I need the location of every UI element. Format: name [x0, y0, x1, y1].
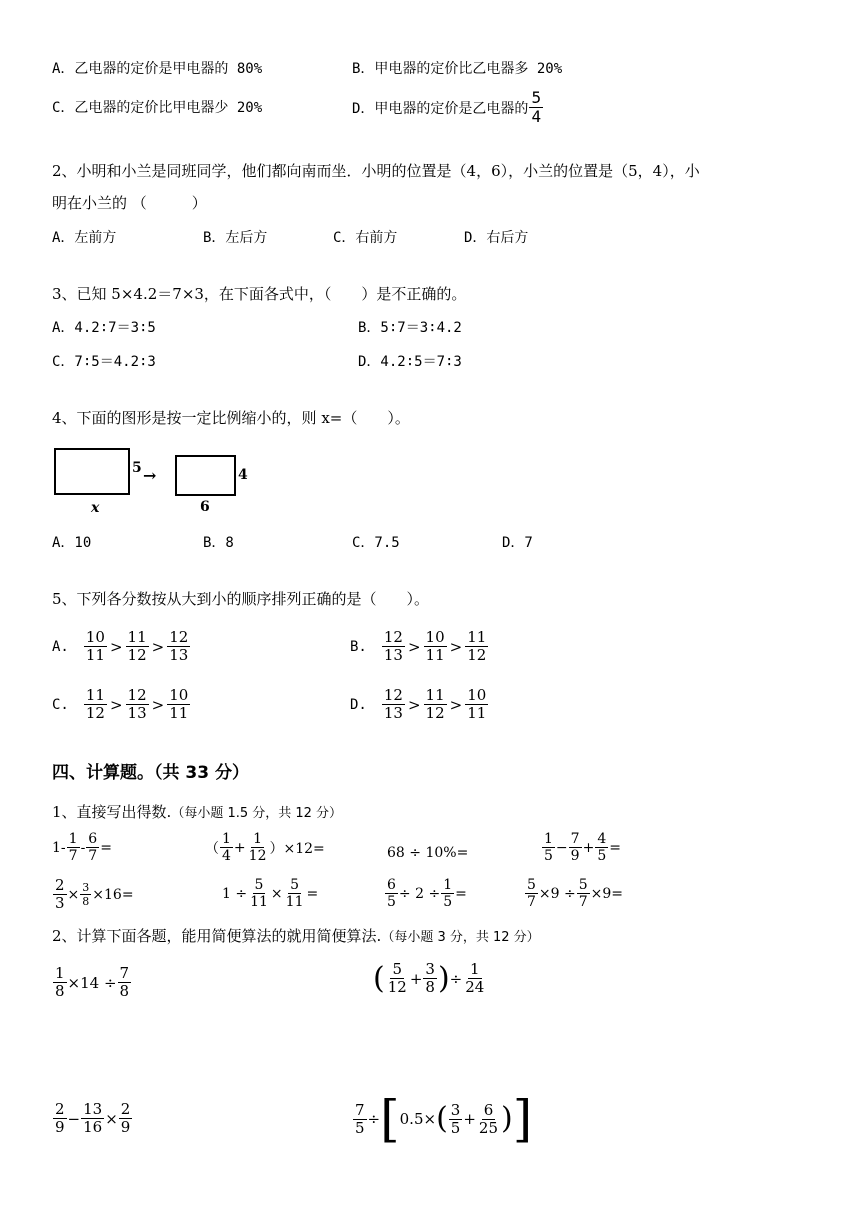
q4-option-c: C．7.5	[352, 535, 400, 551]
close-paren: )	[501, 1101, 513, 1136]
numerator: 10	[467, 686, 487, 704]
close-bracket: ]	[512, 1090, 533, 1148]
denominator: 5	[443, 894, 453, 910]
numerator: 6	[387, 877, 396, 893]
denominator: 5	[597, 848, 607, 864]
q1-option-d-text: D．甲电器的定价是乙电器的	[352, 100, 529, 117]
calc-text: ×14 ÷	[67, 973, 117, 992]
numerator: 13	[83, 1100, 103, 1118]
denominator: 8	[119, 982, 130, 1000]
numerator: 11	[85, 686, 105, 704]
denominator: 11	[425, 646, 445, 664]
q4-option-b: B．8	[203, 535, 234, 551]
q1-option-d	[352, 90, 544, 125]
denominator: 24	[465, 978, 485, 996]
q4-option-a: A．10	[52, 535, 92, 551]
calc-text: +	[582, 839, 595, 856]
calc-text: −	[67, 1109, 81, 1128]
numerator: 4	[597, 831, 607, 847]
large-rectangle	[54, 448, 130, 495]
numerator: 5	[527, 877, 536, 893]
numerator: 2	[55, 876, 65, 894]
denominator: 8	[425, 978, 435, 996]
fraction	[529, 90, 543, 125]
q5-option-d	[350, 688, 489, 721]
simplify-4	[352, 1090, 533, 1148]
option-label: A.	[52, 638, 69, 655]
numerator: 1	[55, 964, 65, 982]
calc-text: ×	[67, 886, 80, 903]
q1-option-b: B．甲电器的定价比乙电器多 20%	[352, 61, 563, 77]
denominator: 11	[467, 704, 487, 722]
denominator: 5	[450, 1118, 461, 1137]
denominator: 5	[355, 1118, 365, 1137]
numerator: 5	[578, 877, 588, 893]
numerator: 5	[392, 960, 403, 978]
calc-text: （	[205, 840, 219, 857]
fraction	[353, 1100, 367, 1137]
fraction	[465, 630, 488, 663]
numerator: 10	[169, 686, 189, 704]
denominator: 8	[55, 982, 65, 1000]
denominator: 12	[467, 646, 487, 664]
denominator: 7	[578, 894, 588, 910]
numerator: 7	[570, 831, 580, 847]
numerator: 7	[355, 1100, 365, 1119]
option-label: B.	[350, 638, 367, 655]
denominator: 12	[248, 848, 267, 864]
numerator: 2	[55, 1100, 65, 1118]
numerator: 1	[253, 831, 263, 847]
fraction	[80, 882, 91, 907]
denominator: 9	[570, 848, 580, 864]
numerator: 3	[82, 881, 90, 894]
fraction	[84, 688, 107, 721]
numerator: 6	[88, 831, 98, 847]
calc-8	[524, 878, 623, 909]
greater-than: >	[449, 695, 463, 714]
calc-text: 1-	[52, 839, 66, 856]
fraction	[382, 630, 405, 663]
denominator: 12	[85, 704, 105, 722]
numerator: 2	[120, 1100, 131, 1118]
q2-option-b: B．左后方	[203, 230, 268, 246]
option-label: D.	[350, 696, 367, 713]
fraction	[118, 966, 132, 999]
denominator: 9	[55, 1118, 65, 1136]
calc-text: =	[100, 839, 112, 856]
numerator: 5	[290, 877, 300, 893]
part2-note: （每小题 3 分，共 12 分）	[381, 930, 540, 945]
calc-5	[52, 878, 134, 911]
denominator: 13	[383, 646, 403, 664]
calc-3: 68 ÷ 10%=	[387, 845, 469, 861]
denominator: 7	[88, 848, 98, 864]
fraction	[126, 688, 149, 721]
fraction	[449, 1100, 463, 1137]
calc-text: =	[455, 885, 467, 902]
open-bracket: [	[380, 1090, 400, 1148]
denominator: 12	[127, 646, 147, 664]
fraction	[577, 878, 590, 909]
fraction	[382, 688, 405, 721]
numerator: 5	[531, 88, 542, 107]
fraction	[247, 832, 269, 863]
close-paren: )	[437, 960, 450, 996]
denominator: 13	[127, 704, 147, 722]
numerator: 1	[470, 960, 480, 978]
open-paren: (	[373, 960, 385, 996]
numerator: 5	[254, 877, 264, 893]
q4-stem: 4、下面的图形是按一定比例缩小的，则 x=（ ）。	[52, 409, 410, 427]
calc-text: ÷	[367, 1110, 381, 1128]
greater-than: >	[151, 637, 165, 656]
fraction	[248, 878, 270, 909]
numerator: 6	[483, 1100, 494, 1119]
fraction	[423, 962, 437, 995]
numerator: 3	[450, 1100, 461, 1119]
fraction	[463, 962, 486, 995]
denominator: 11	[169, 704, 189, 722]
numerator: 12	[169, 628, 189, 646]
numerator: 1	[544, 831, 553, 847]
calc-text: ×9 ÷	[538, 885, 576, 902]
q5-stem: 5、下列各分数按从大到小的顺序排列正确的是（ ）。	[52, 590, 430, 608]
fraction	[220, 832, 233, 863]
q2-option-a: A．左前方	[52, 230, 117, 246]
calc-text: −	[555, 839, 568, 856]
calc-text: +	[233, 839, 246, 856]
fraction	[385, 878, 398, 909]
denominator: 13	[383, 704, 403, 722]
fraction	[67, 832, 80, 863]
denominator: 7	[68, 848, 78, 864]
denominator: 4	[531, 107, 542, 126]
denominator: 7	[527, 894, 536, 910]
denominator: 3	[55, 894, 65, 912]
calc-text: ×	[270, 885, 283, 902]
calc-6	[222, 878, 318, 909]
calc-text: ×	[105, 1109, 118, 1128]
calc-text: ×9=	[590, 885, 624, 902]
fraction	[477, 1100, 500, 1137]
fraction	[81, 1102, 104, 1135]
numerator: 11	[467, 628, 487, 646]
denominator: 16	[83, 1118, 103, 1136]
calc-7	[384, 878, 467, 909]
q2-stem-line1: 2、小明和小兰是同班同学，他们都向南而坐．小明的位置是（4，6），小兰的位置是（5，4），小	[52, 162, 700, 180]
calc-text: =	[609, 839, 621, 856]
calc-text: 1 ÷	[222, 885, 248, 902]
simplify-1	[52, 966, 132, 999]
greater-than: >	[109, 637, 123, 656]
section-title: 四、计算题。（共 33 分）	[52, 763, 249, 783]
q2-option-c: C．右前方	[333, 230, 398, 246]
denominator: 11	[250, 894, 268, 910]
numerator: 10	[425, 628, 445, 646]
part1-note: （每小题 1.5 分，共 12 分）	[171, 806, 343, 821]
calc-text: +	[409, 969, 423, 988]
numerator: 11	[127, 628, 147, 646]
large-rectangle-side-label: 5	[132, 460, 142, 476]
q4-option-d: D．7	[502, 535, 533, 551]
denominator: 9	[120, 1118, 131, 1136]
numerator: 1	[222, 831, 231, 847]
part1-stem	[52, 805, 342, 820]
fraction	[86, 832, 99, 863]
fraction	[595, 832, 608, 863]
q5-option-a	[52, 630, 191, 663]
fraction	[465, 688, 488, 721]
fraction	[167, 688, 190, 721]
fraction	[525, 878, 538, 909]
calc-text: +	[463, 1110, 476, 1128]
calc-2	[205, 832, 325, 863]
q3-option-a: A．4.2∶7＝3∶5	[52, 320, 156, 336]
q1-option-c: C．乙电器的定价比甲电器少 20%	[52, 100, 263, 116]
denominator: 25	[478, 1118, 499, 1137]
fraction	[126, 630, 149, 663]
fraction	[386, 962, 409, 995]
denominator: 5	[544, 848, 553, 864]
calc-text: ×16=	[92, 886, 134, 903]
option-label: C.	[52, 696, 69, 713]
numerator: 10	[85, 628, 105, 646]
denominator: 12	[387, 978, 407, 996]
fraction	[569, 832, 582, 863]
fraction	[53, 966, 67, 999]
simplify-3	[52, 1102, 133, 1135]
arrow-right-icon: →	[143, 466, 157, 485]
fraction	[424, 688, 447, 721]
calc-text: ）×12=	[269, 840, 325, 857]
numerator: 1	[443, 877, 453, 893]
fraction	[84, 630, 107, 663]
q3-option-b: B．5∶7＝3∶4.2	[358, 320, 462, 336]
denominator: 11	[285, 894, 304, 910]
denominator: 13	[169, 646, 189, 664]
numerator: 1	[68, 831, 78, 847]
denominator: 12	[425, 704, 445, 722]
large-rectangle-bottom-label: x	[91, 500, 100, 516]
fraction	[119, 1102, 133, 1135]
numerator: 12	[383, 628, 403, 646]
numerator: 3	[425, 960, 435, 978]
greater-than: >	[407, 695, 421, 714]
calc-text: ÷	[449, 969, 463, 988]
fraction	[542, 832, 555, 863]
part1-stem-text: 1、直接写出得数.	[52, 803, 172, 821]
greater-than: >	[151, 695, 165, 714]
denominator: 4	[222, 848, 231, 864]
calc-text: -	[80, 839, 86, 856]
fraction	[284, 878, 306, 909]
q3-stem: 3、已知 5×4.2＝7×3，在下面各式中，（ ）是不正确的。	[52, 285, 467, 303]
fraction	[53, 878, 67, 911]
part2-stem-text: 2、计算下面各题，能用简便算法的就用简便算法.	[52, 927, 382, 945]
q2-option-d: D．右后方	[464, 230, 529, 246]
calc-4	[541, 832, 621, 863]
small-rectangle-bottom-label: 6	[200, 499, 210, 515]
denominator: 5	[387, 894, 396, 910]
q3-option-c: C．7∶5＝4.2∶3	[52, 354, 156, 370]
open-paren: (	[436, 1101, 448, 1136]
numerator: 12	[383, 686, 403, 704]
denominator: 11	[85, 646, 105, 664]
calc-text: ÷ 2 ÷	[398, 885, 441, 902]
calc-1	[52, 832, 112, 863]
fraction	[53, 1102, 67, 1135]
q1-option-a: A．乙电器的定价是甲电器的 80%	[52, 61, 263, 77]
calc-text: =	[306, 885, 319, 902]
calc-text: 0.5×	[399, 1110, 437, 1128]
numerator: 12	[127, 686, 147, 704]
greater-than: >	[449, 637, 463, 656]
small-rectangle	[175, 455, 236, 496]
small-rectangle-side-label: 4	[238, 467, 248, 483]
numerator: 7	[119, 964, 130, 982]
numerator: 11	[425, 686, 445, 704]
q5-option-c	[52, 688, 191, 721]
greater-than: >	[407, 637, 421, 656]
denominator: 8	[82, 895, 90, 908]
part2-stem	[52, 929, 540, 944]
fraction	[424, 630, 447, 663]
q3-option-d: D．4.2∶5＝7∶3	[358, 354, 462, 370]
q5-option-b	[350, 630, 489, 663]
fraction	[441, 878, 454, 909]
q2-stem-line2: 明在小兰的 （ ）	[52, 194, 207, 212]
fraction	[167, 630, 190, 663]
simplify-2	[373, 962, 487, 995]
greater-than: >	[109, 695, 123, 714]
